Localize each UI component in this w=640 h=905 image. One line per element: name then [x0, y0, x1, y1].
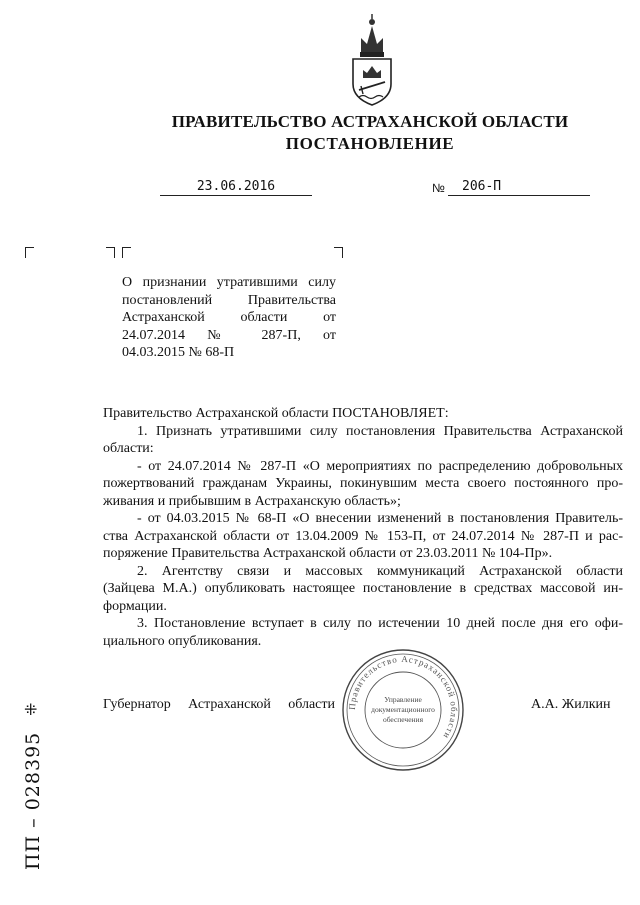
- document-number: 206-П: [448, 179, 590, 196]
- document-date: 23.06.2016: [160, 179, 312, 196]
- preamble: Правительство Астраханской области ПОСТАНОВЛЯЕТ:: [103, 406, 449, 421]
- number-sign: №: [432, 181, 445, 195]
- left-margin-corner-mark: [25, 247, 34, 258]
- document-type-title: ПОСТАНОВЛЕНИЕ: [285, 134, 455, 153]
- subject-line: 24.07.2014 № 287-П, от: [122, 327, 336, 343]
- bullet-2-line: поряжение Правительства Астраханской области от 23.03.2011 № 104-Пр».: [103, 546, 553, 561]
- signatory-name: А.А. Жилкин: [531, 697, 611, 712]
- subject-line: Астраханской области от: [122, 310, 336, 325]
- serial-number-text: ПП – 028395: [22, 731, 44, 870]
- paragraph-3-line: циального опубликования.: [103, 633, 262, 649]
- margin-serial-number: [22, 700, 48, 870]
- paragraph-2-line: 2. Агентству связи и массовых коммуникаций Астраханской области: [137, 563, 623, 579]
- bullet-1-line: пожертвований гражданам Украины, покинувшим места своего постоянного про-: [103, 476, 623, 491]
- subject-line: 04.03.2015 № 68-П: [122, 345, 235, 360]
- subject-line: О признании утратившими силу: [122, 275, 336, 290]
- paragraph-3-line: 3. Постановление вступает в силу по истечении 10 дней после дня его офи-: [137, 616, 623, 631]
- signatory-title: Губернатор Астраханской области: [103, 697, 335, 712]
- svg-text:Правительство Астраханской обл: Правительство Астраханской области: [346, 653, 460, 742]
- paragraph-1-line: области:: [103, 441, 154, 456]
- organization-title: ПРАВИТЕЛЬСТВО АСТРАХАНСКОЙ ОБЛАСТИ: [171, 112, 569, 131]
- svg-text:Управление: Управление: [384, 695, 422, 704]
- bullet-1-line: живания и прибывшим в Астраханскую область»;: [103, 493, 401, 509]
- official-stamp: [340, 648, 466, 772]
- paragraph-2-line: (Зайцева М.А.) опубликовать настоящее постановление в средствах массовой ин-: [103, 581, 623, 596]
- bullet-2-line: ства Астраханской области от 13.04.2009 № 153-П, от 24.07.2014 № 287-П и рас-: [103, 528, 623, 544]
- paragraph-1-line: 1. Признать утратившими силу постановления Правительства Астраханской: [137, 423, 623, 439]
- bullet-1-line: - от 24.07.2014 № 287-П «О мероприятиях по распределению добровольных: [137, 458, 623, 474]
- document-body: [103, 405, 623, 650]
- subject-line: постановлений Правительства: [122, 292, 336, 308]
- document-subject: [122, 274, 336, 362]
- svg-text:обеспечения: обеспечения: [382, 715, 424, 724]
- svg-text:документационного: документационного: [371, 705, 435, 714]
- paragraph-2-line: формации.: [103, 598, 167, 614]
- bullet-2-line: - от 04.03.2015 № 68-П «О внесении изменений в постановления Правитель-: [137, 511, 623, 526]
- coat-of-arms-emblem: [347, 12, 397, 108]
- subject-corner-mark-left: [106, 247, 115, 258]
- asterisk-mark-icon: ⁜: [24, 700, 38, 719]
- subject-corner-mark-right: [334, 247, 343, 258]
- subject-corner-mark-inner: [122, 247, 131, 258]
